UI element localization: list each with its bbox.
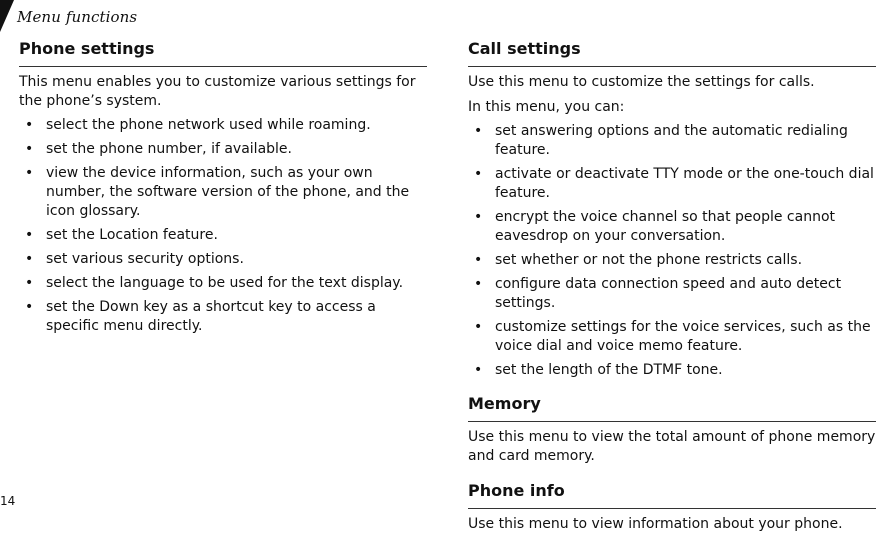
bullet-icon: • — [25, 141, 34, 157]
section-title: Phone info — [468, 480, 876, 509]
bullet-icon: • — [25, 299, 34, 315]
bullet-icon: • — [25, 251, 34, 267]
bullet-list — [19, 116, 427, 336]
list-item — [19, 164, 427, 221]
right-column — [468, 38, 876, 534]
list-item — [19, 250, 427, 269]
list-item-text: set the length of the DTMF tone. — [495, 362, 723, 378]
bullet-icon: • — [25, 227, 34, 243]
section-title: Memory — [468, 393, 876, 422]
section-title: Call settings — [468, 38, 876, 67]
list-item-text: set the Down key as a shortcut key to access a specific menu directly. — [46, 299, 376, 334]
section-title: Phone settings — [19, 38, 427, 67]
section-intro-2: In this menu, you can: — [468, 99, 625, 115]
bullet-icon: • — [474, 276, 483, 292]
list-item — [468, 318, 876, 356]
bullet-icon: • — [474, 123, 483, 139]
bullet-icon: • — [474, 166, 483, 182]
section-call-settings — [468, 38, 876, 380]
list-item — [19, 226, 427, 245]
page-number: 14 — [0, 494, 16, 508]
section-intro: Use this menu to customize the settings for calls. — [468, 74, 815, 90]
list-item — [468, 165, 876, 203]
bullet-icon: • — [25, 275, 34, 291]
list-item-text: set answering options and the automatic redialing feature. — [495, 123, 848, 158]
list-item — [468, 361, 876, 380]
list-item-text: activate or deactivate TTY mode or the one-touch dial feature. — [495, 166, 874, 201]
list-item-text: configure data connection speed and auto detect settings. — [495, 276, 842, 311]
header-tab-marker — [0, 0, 14, 32]
running-header: Menu functions — [17, 8, 138, 26]
list-item-text: select the language to be used for the text display. — [46, 275, 404, 291]
section-intro: This menu enables you to customize various settings for the phone’s system. — [19, 74, 416, 109]
section-phone-info — [468, 480, 876, 534]
list-item-text: customize settings for the voice services, such as the voice dial and voice memo feature. — [495, 319, 871, 354]
list-item — [19, 298, 427, 336]
list-item — [468, 122, 876, 160]
bullet-icon: • — [25, 117, 34, 133]
list-item-text: set various security options. — [46, 251, 244, 267]
list-item — [19, 116, 427, 135]
left-column — [19, 38, 427, 341]
bullet-icon: • — [474, 252, 483, 268]
list-item-text: set the phone number, if available. — [46, 141, 292, 157]
section-phone-settings — [19, 38, 427, 336]
bullet-icon: • — [474, 319, 483, 335]
list-item — [468, 208, 876, 246]
list-item-text: set the Location feature. — [46, 227, 218, 243]
section-text: Use this menu to view information about your phone. — [468, 516, 843, 532]
list-item — [19, 274, 427, 293]
bullet-icon: • — [474, 209, 483, 225]
list-item — [19, 140, 427, 159]
list-item-text: encrypt the voice channel so that people cannot eavesdrop on your conversation. — [495, 209, 835, 244]
list-item-text: view the device information, such as your own number, the software version of the phone, and the icon glossary. — [46, 165, 410, 219]
bullet-icon: • — [25, 165, 34, 181]
bullet-list — [468, 122, 876, 380]
section-text: Use this menu to view the total amount of phone memory and card memory. — [468, 429, 876, 464]
list-item — [468, 251, 876, 270]
bullet-icon: • — [474, 362, 483, 378]
list-item-text: set whether or not the phone restricts calls. — [495, 252, 803, 268]
list-item — [468, 275, 876, 313]
section-memory — [468, 393, 876, 466]
list-item-text: select the phone network used while roaming. — [46, 117, 371, 133]
